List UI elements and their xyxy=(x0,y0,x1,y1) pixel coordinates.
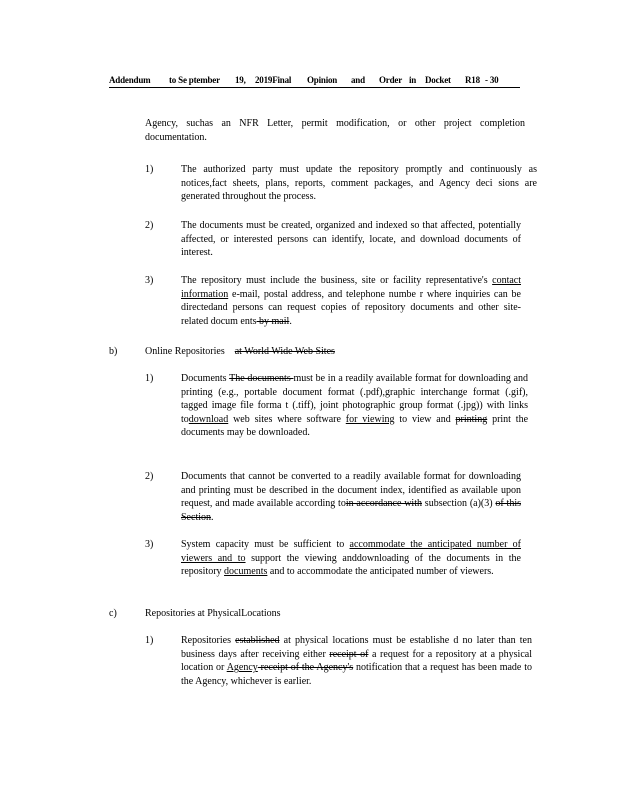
page-header xyxy=(109,75,520,88)
deleted-text: printing xyxy=(455,413,488,425)
item-text: Documents The documents must be in a readily available format for downloading and printing (e.g., portable document format (.pdf),graphic interchange format (.gif), tagged image file forma t (.tiff), joint photographic group format (.jpg)) with links todownload web sites where software for viewing to view and printing print the documents may be downloaded. xyxy=(181,373,529,439)
item-number: 1) xyxy=(145,373,154,384)
intro-paragraph: Agency, suchas an NFR Letter, permit modification, or other project completion documentation. xyxy=(145,118,525,143)
item-number: 1) xyxy=(145,635,154,646)
inserted-text: for viewing xyxy=(345,413,395,425)
header-part: Order xyxy=(379,75,402,85)
header-part: Opinion xyxy=(307,75,338,85)
section-title: Online Repositories at World Wide Web Sites xyxy=(145,346,335,357)
section-letter: c) xyxy=(109,608,117,619)
inserted-text: download xyxy=(188,413,229,425)
item-number: 3) xyxy=(145,539,154,550)
deleted-text: at World Wide Web Sites xyxy=(234,346,335,357)
deleted-text: receipt of the Agency's xyxy=(257,662,354,674)
header-part: R18 xyxy=(465,75,480,85)
item-number: 2) xyxy=(145,220,154,231)
deleted-text: The documents xyxy=(229,373,294,384)
header-part: 2019Final xyxy=(255,75,292,85)
deleted-text: receipt of xyxy=(329,648,369,660)
deleted-text: of this Section xyxy=(181,498,521,523)
item-number: 2) xyxy=(145,471,154,482)
item-text: System capacity must be sufficient to accommodate the anticipated number of viewers and to support the viewing anddownloading of the documents in the repository documents and to accommodate the anticipated number of viewers. xyxy=(181,539,521,578)
item-text: The repository must include the business, site or facility representative's contact information e-mail, postal address, and telephone numbe r where inquiries can be directedand persons can request copies of repository documents and other site-related docum ents by mail. xyxy=(181,275,521,327)
section-letter: b) xyxy=(109,346,118,357)
item-number: 3) xyxy=(145,275,154,286)
inserted-text: Agency xyxy=(226,662,258,674)
header-part: in xyxy=(409,75,417,85)
deleted-text: established xyxy=(235,635,280,646)
header-part: 19, xyxy=(235,75,246,85)
item-text: Documents that cannot be converted to a readily available format for downloading and printing must be described in the document index, identified as available upon request, and made available according toin accordance with subsection (a)(3) of this Section. xyxy=(181,471,521,523)
header-part: Docket xyxy=(425,75,451,85)
header-part: and xyxy=(351,75,365,85)
item-text: The documents must be created, organized and indexed so that affected, potentially affected, or interested persons can identify, locate, and download documents of interest. xyxy=(181,220,521,259)
header-part: - 30 xyxy=(485,75,499,85)
deleted-text: in accordance with xyxy=(345,498,422,510)
header-part: to Se ptember xyxy=(169,75,220,85)
item-text: Repositories established at physical locations must be establishe d no later than ten business days after receiving either receipt of a request for a repository at a physical location or Agency receipt of the Agency's notification that a request has been made to the Agency, whichever is earlier. xyxy=(181,635,533,687)
header-part: Addendum xyxy=(109,75,151,85)
inserted-text: contact information xyxy=(181,275,521,300)
deleted-text: by mail xyxy=(256,315,290,327)
inserted-text: accommodate the anticipated number of viewers and to xyxy=(181,539,521,564)
item-number: 1) xyxy=(145,164,154,175)
item-text: The authorized party must update the repository promptly and continuously as notices,fact sheets, plans, reports, comment packages, and Agency deci sions are generated throughout the process. xyxy=(181,164,537,203)
inserted-text: documents xyxy=(224,566,268,578)
section-title: Repositories at PhysicalLocations xyxy=(145,608,281,619)
